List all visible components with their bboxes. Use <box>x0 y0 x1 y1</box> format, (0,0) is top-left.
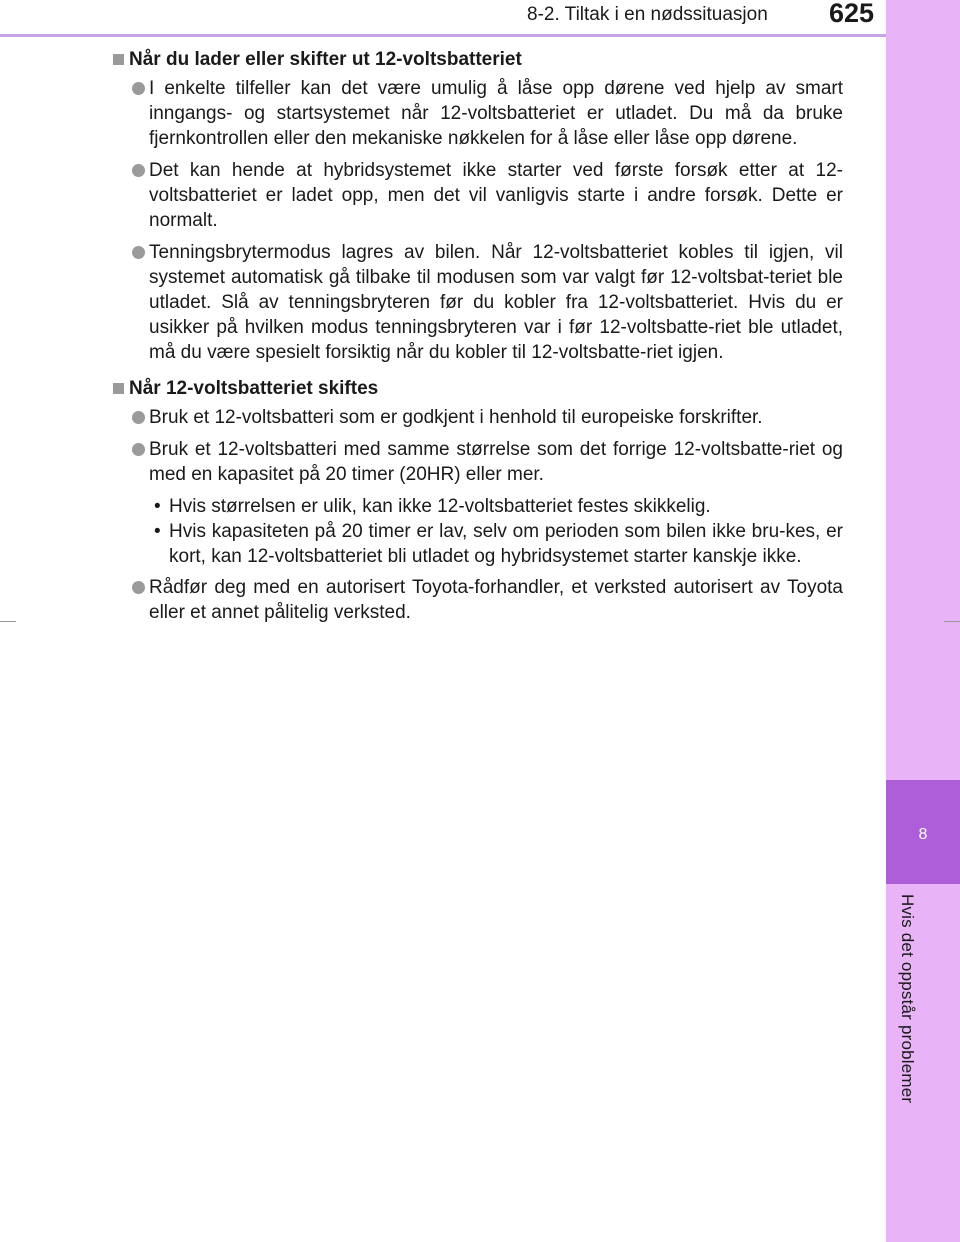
sub-list-item <box>113 494 843 519</box>
list-item-text: Bruk et 12-voltsbatteri som er godkjent i henhold til europeiske forskrifter. <box>149 407 763 428</box>
chapter-number: 8 <box>918 826 928 843</box>
list-item <box>113 76 843 151</box>
page-number: 625 <box>829 0 875 28</box>
square-bullet-icon <box>113 54 124 65</box>
section-heading-text: Når du lader eller skifter ut 12-voltsbatteriet <box>129 49 522 70</box>
list-item-text: Tenningsbrytermodus lagres av bilen. Når 12-voltsbatteriet kobles til igjen, vil systemet automatisk gå tilbake til modusen som var valgt før 12-voltsbat-teriet ble utladet. Slå av tenningsbryteren før du kobler fra 12-voltsbatteriet. Hvis du er usikker på hvilken modus tenningsbryteren var i før 12-voltsbatte-riet ble utladet, må du være spesielt forsiktig når du kobler til 12-voltsbatte-riet igjen. <box>149 242 843 363</box>
sub-bullet-icon: • <box>154 496 161 517</box>
crop-mark-left <box>0 621 16 622</box>
header-rule <box>0 34 886 37</box>
list-item-text: Bruk et 12-voltsbatteri med samme størrelse som det forrige 12-voltsbatte-riet og med en kapasitet på 20 timer (20HR) eller mer. <box>149 439 843 485</box>
sub-list-item-text: Hvis størrelsen er ulik, kan ikke 12-voltsbatteriet festes skikkelig. <box>169 496 711 517</box>
round-bullet-icon <box>132 82 145 95</box>
list-item <box>113 575 843 625</box>
sub-list-item-text: Hvis kapasiteten på 20 timer er lav, selv om perioden som bilen ikke bru-kes, er kort, kan 12-voltsbatteriet bli utladet og hybridsystemet starter kanskje ikke. <box>169 521 843 567</box>
sub-list <box>113 494 843 569</box>
list-item <box>113 405 843 430</box>
list-item <box>113 240 843 365</box>
round-bullet-icon <box>132 443 145 456</box>
section-heading-text: Når 12-voltsbatteriet skiftes <box>129 378 379 399</box>
running-header-section: 8-2. Tiltak i en nødssituasjon <box>527 4 768 25</box>
section-heading <box>113 47 843 72</box>
list-item-text: I enkelte tilfeller kan det være umulig å låse opp dørene ved hjelp av smart inngangs- og startsystemet når 12-voltsbatteriet er utladet. Du må da bruke fjernkontrollen eller den mekaniske nøkkelen for å låse eller låse opp dørene. <box>149 78 843 149</box>
round-bullet-icon <box>132 411 145 424</box>
sub-bullet-icon: • <box>154 521 161 542</box>
sub-list-item <box>113 519 843 569</box>
list-item-text: Rådfør deg med en autorisert Toyota-forhandler, et verksted autorisert av Toyota eller et annet pålitelig verksted. <box>149 577 843 623</box>
list-item <box>113 437 843 487</box>
chapter-title: Hvis det oppstår problemer <box>898 894 917 1104</box>
round-bullet-icon <box>132 246 145 259</box>
list-item-text: Det kan hende at hybridsystemet ikke starter ved første forsøk etter at 12-voltsbatteriet er ladet opp, men det vil vanligvis starte i andre forsøk. Dette er normalt. <box>149 160 843 231</box>
list-item <box>113 158 843 233</box>
page-content <box>113 47 843 632</box>
round-bullet-icon <box>132 164 145 177</box>
round-bullet-icon <box>132 581 145 594</box>
crop-mark-right <box>944 621 960 622</box>
section-heading <box>113 376 843 401</box>
square-bullet-icon <box>113 383 124 394</box>
